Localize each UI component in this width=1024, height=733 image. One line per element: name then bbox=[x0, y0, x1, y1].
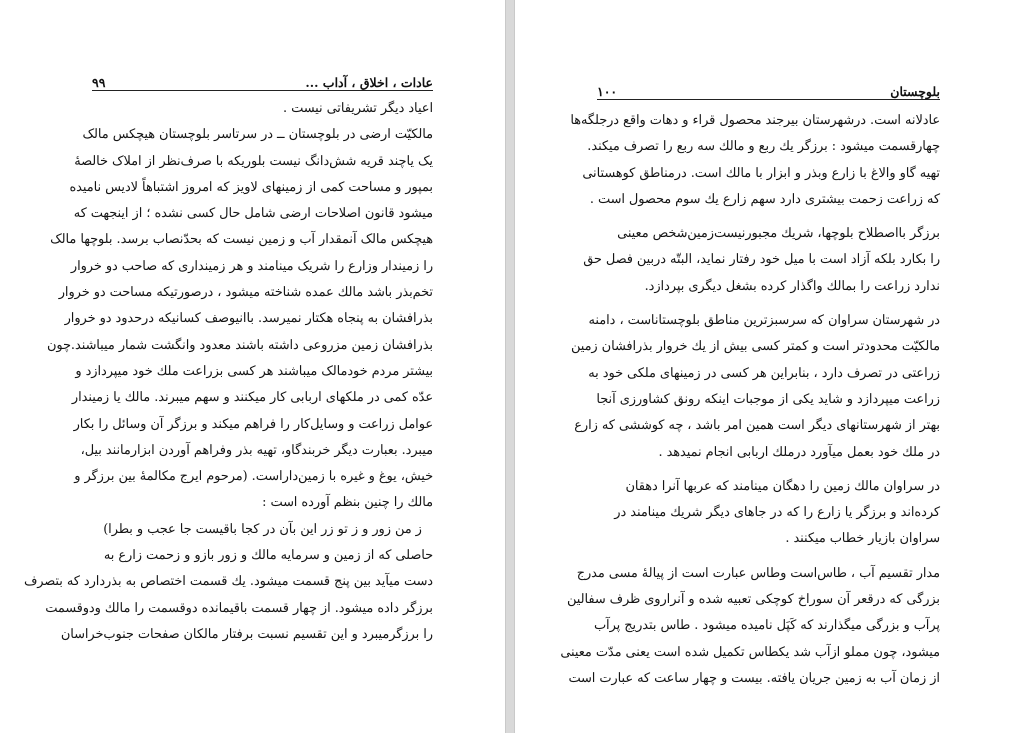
text-line: مالکیّت محدودتر است و کمتر کسی بیش از یك خروار بذرافشان زمین bbox=[570, 339, 940, 355]
text-line: در سراوان مالك زمین را دهگان مینامند که عربها آنرا دهقان bbox=[625, 478, 940, 494]
text-line: سراوان بازیار خطاب میکنند . bbox=[785, 531, 940, 547]
paragraph-gap bbox=[611, 466, 940, 474]
text-line: میشود قانون اصلاحات ارضی شامل حال کسی نشده ؛ از اینجهت که bbox=[73, 206, 433, 222]
text-line: دست میآید بین پنج قسمت میشود. یك قسمت اختصاص به بذردارد که بتصرف bbox=[23, 574, 433, 590]
paragraph bbox=[583, 221, 940, 300]
right-header-title: بلوچستان bbox=[890, 84, 940, 99]
poem-line: ز من زور و ز تو زر این بآن در کجا باقیست جا عجب و بطرا) bbox=[103, 521, 422, 537]
paragraph bbox=[611, 474, 940, 553]
right-page-number: ۱۰۰ bbox=[597, 84, 618, 99]
text-line: مالك را چنین بنظم آورده است : bbox=[262, 495, 433, 511]
text-line: مدار تقسیم آب ، طاس‌است وطاس عبارت است از پیالهٔ مسی مدرج bbox=[576, 565, 940, 581]
right-page bbox=[514, 0, 1024, 733]
text-line: از زمان آب به زمین جریان یافته. بیست و چهار ساعت که عبارت است bbox=[568, 670, 940, 686]
text-line: در شهرستان سراوان که سرسبزترین مناطق بلوچستاناست ، دامنه bbox=[588, 313, 940, 329]
paragraph bbox=[560, 561, 940, 692]
text-line: ندارد زراعت را بمالك واگذار کرده بشغل دیگری بپردازد. bbox=[644, 278, 940, 294]
text-line: بهتر از شهرستانهای دیگر است همین امر باشد ، چه کوششی که زارع bbox=[574, 418, 940, 434]
text-line: بذرافشان به پنجاه هکتار نمیرسد. باانیوصف کسانیکه درحدود دو خروار bbox=[64, 311, 433, 327]
text-line: عوامل زراعت و وسایل‌کار را فراهم میکند و برزگر آن وسائل را بکار bbox=[73, 416, 433, 432]
text-line: را بکارد بلکه آزاد است با میل خود رفتار نماید، البتّه دربین فصل حق bbox=[583, 252, 940, 268]
text-line: یک یاچند قریه شش‌دانگ نیست بلوریکه با صرف‌نظر از املاک خالصهٔ bbox=[74, 153, 433, 169]
left-header-title: عادات ، اخلاق ، آداب ... bbox=[305, 75, 433, 90]
text-line: را زمیندار وزارع را شریک مینامند و هر زمینداری که صاحب دو خروار bbox=[70, 258, 433, 274]
text-line: حاصلی که از زمین و سرمایه مالك و زور بازو و زحمت زارع به bbox=[103, 548, 433, 564]
text-line: زراعتی در تصرف دارد ، بنابراین هر کسی در زمینهای ملکی خود به bbox=[588, 365, 940, 381]
left-page-number: ۹۹ bbox=[92, 75, 106, 90]
text-line: مالکیّت ارضی در بلوچستان ــ در سرتاسر بلوچستان هیچکس مالک bbox=[82, 127, 433, 143]
text-line: بذرافشان زمین مزروعی داشته باشند معدود وانگشت شمار میباشند.چون bbox=[47, 337, 433, 353]
text-line: چهارقسمت میشود : برزگر یك ربع و مالك سه ربع را تصرف میکند. bbox=[587, 139, 940, 155]
text-line: کرده‌اند و برزگر یا زارع را که در جاهای دیگر شریك مینامند در bbox=[614, 505, 940, 521]
right-page-header bbox=[597, 79, 940, 100]
text-line: عادلانه است. درشهرستان بیرجند محصول قراء و دهات واقع درجلگه‌ها bbox=[570, 113, 940, 128]
text-line: پرآب و بزرگی میگذارند که کَپَل نامیده میشود . طاس بتدریج پرآب bbox=[593, 618, 940, 634]
text-line: که زراعت زحمت بیشتری دارد سهم زارع یك سوم محصول است . bbox=[589, 191, 940, 207]
text-line: عدّه کمی در ملکهای اربابی کار میکنند و سهم میبرند. مالك یا زمیندار bbox=[71, 390, 433, 406]
text-line: برزگر داده میشود. از چهار قسمت باقیمانده دوقسمت را مالك ودوقسمت bbox=[45, 600, 433, 616]
right-page-body bbox=[560, 108, 940, 692]
text-line: میبرد. بعبارت دیگر خربندگاو، تهیه بذر وفراهم آوردن ابزارمانند بیل، bbox=[80, 442, 433, 458]
text-line: برزگر بااصطلاح بلوچها، شریك مجبورنیست‌زمین‌شخص معینی bbox=[617, 226, 940, 242]
text-line: در ملك خود بعمل میآورد درملك اربابی انجام نمیدهد . bbox=[658, 444, 940, 460]
text-line: بیشتر مردم خودمالک میباشند هر کسی بزراعت ملك خود میپردازد و bbox=[75, 363, 433, 379]
paragraph bbox=[570, 108, 940, 213]
text-line: اعیاد دیگر تشریفاتی نیست . bbox=[283, 101, 433, 116]
left-page bbox=[0, 0, 506, 733]
paragraph-gap bbox=[611, 213, 940, 221]
text-line: بزرگی که درقعر آن سوراخ کوچکی تعبیه شده و آنراروی ظرف سفالین bbox=[567, 592, 940, 608]
paragraph-gap bbox=[611, 300, 940, 308]
left-page-header bbox=[92, 70, 433, 91]
paragraph bbox=[570, 308, 940, 466]
text-line: تخم‌بذر باشد مالك عمده شناخته میشود ، درصورتیکه مساحت دو خروار bbox=[58, 285, 433, 301]
text-line: تهیه گاو والاغ با زارع وبذر و ابزار با مالك است. درمناطق کوهستانی bbox=[582, 165, 940, 181]
text-line: هیچکس مالک آنمقدار آب و زمین نیست که بحدّنصاب برسد. بلوچها مالک bbox=[50, 232, 433, 248]
paragraph-gap bbox=[611, 553, 940, 561]
text-line: زراعت میپردازد و شاید یکی از موجبات اینکه رونق کشاورزی آنجا bbox=[596, 391, 940, 407]
text-line: میشود، چون مملو ازآب شد یکطاس تکمیل شده است یعنی مدّت معینی bbox=[560, 644, 940, 660]
text-line: را برزگرمیبرد و این تقسیم نسبت برفتار مالکان صفحات جنوب‌خراسان bbox=[60, 626, 433, 642]
text-line: خیش، یوغ و غیره با زمین‌داراست. (مرحوم ایرج مکالمهٔ بین برزگر و bbox=[74, 469, 433, 485]
left-page-body bbox=[23, 96, 433, 648]
text-line: بمپور و مساحت کمی از زمینهای لاویز که امروز اشتباهاً لادیس نامیده bbox=[69, 179, 433, 195]
